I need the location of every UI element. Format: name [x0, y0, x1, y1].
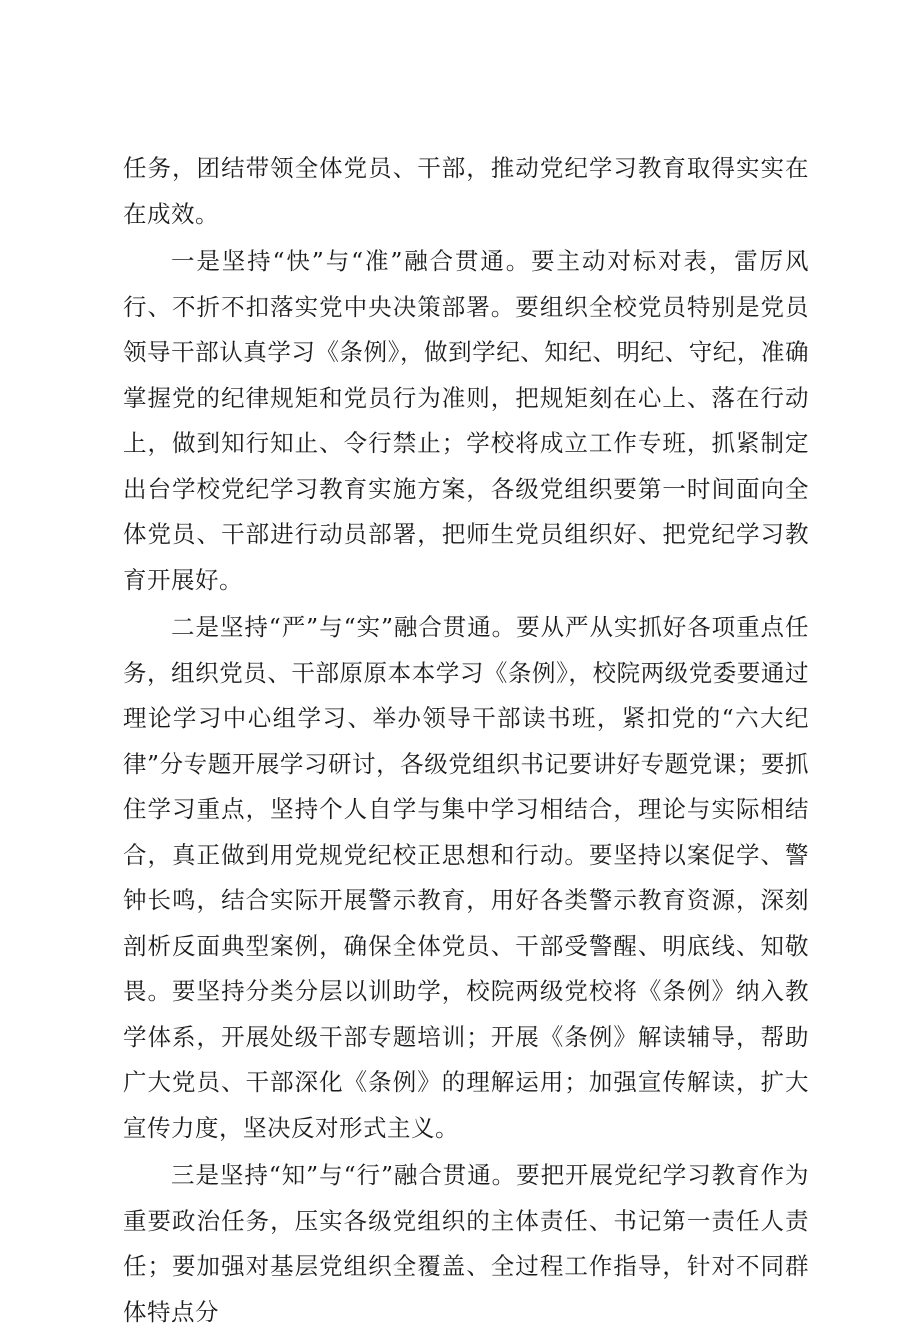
paragraph-continuation: 任务，团结带领全体党员、干部，推动党纪学习教育取得实实在在成效。: [123, 154, 809, 228]
document-body: [123, 146, 809, 1335]
paragraph-point-two: 二是坚持“严”与“实”融合贯通。要从严从实抓好各项重点任务，组织党员、干部原原本本学习《条例》，校院两级党委要通过理论学习中心组学习、举办领导干部读书班，紧扣党的“六大纪律”分专题开展学习研讨，各级党组织书记要讲好专题党课；要抓住学习重点，坚持个人自学与集中学习相结合，理论与实际相结合，真正做到用党规党纪校正思想和行动。要坚持以案促学、警钟长鸣，结合实际开展警示教育，用好各类警示教育资源，深刻剖析反面典型案例，确保全体党员、干部受警醒、明底线、知敬畏。要坚持分类分层以训助学，校院两级党校将《条例》纳入教学体系，开展处级干部专题培训；开展《条例》解读辅导，帮助广大党员、干部深化《条例》的理解运用；加强宣传解读，扩大宣传力度，坚决反对形式主义。: [123, 613, 809, 1142]
paragraph-point-three: 三是坚持“知”与“行”融合贯通。要把开展党纪学习教育作为重要政治任务，压实各级党组织的主体责任、书记第一责任人责任；要加强对基层党组织全覆盖、全过程工作指导，针对不同群体特点分: [123, 1161, 809, 1326]
paragraph-point-one: 一是坚持“快”与“准”融合贯通。要主动对标对表，雷厉风行、不折不扣落实党中央决策部署。要组织全校党员特别是党员领导干部认真学习《条例》，做到学纪、知纪、明纪、守纪，准确掌握党的纪律规矩和党员行为准则，把规矩刻在心上、落在行动上，做到知行知止、令行禁止；学校将成立工作专班，抓紧制定出台学校党纪学习教育实施方案，各级党组织要第一时间面向全体党员、干部进行动员部署，把师生党员组织好、把党纪学习教育开展好。: [123, 247, 809, 594]
